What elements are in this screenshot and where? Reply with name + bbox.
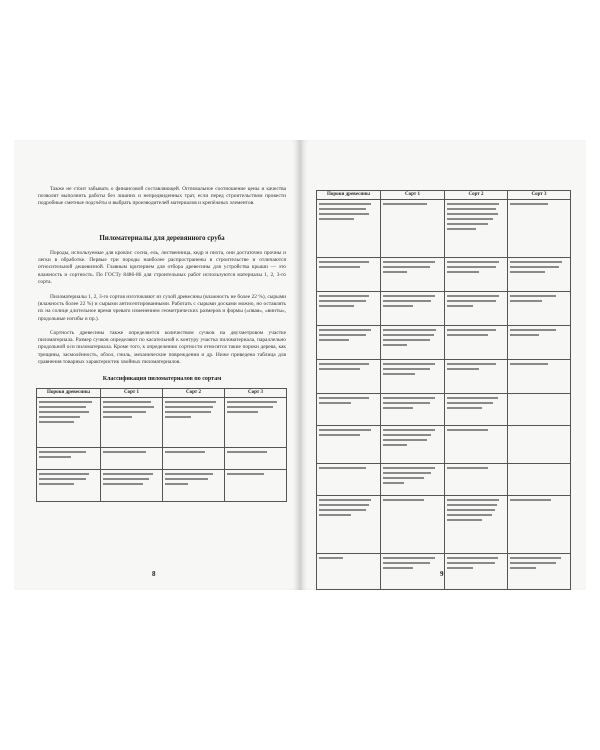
header-cell: Сорт 1 — [381, 191, 445, 200]
table-cell — [508, 291, 571, 325]
unreadable-text — [510, 329, 568, 336]
table-cell — [445, 359, 508, 393]
unreadable-text — [447, 429, 505, 431]
table-cell — [317, 553, 381, 589]
table-row — [37, 397, 287, 447]
left-sort-table — [36, 388, 287, 502]
table-cell — [163, 447, 225, 469]
unreadable-text — [319, 295, 378, 307]
unreadable-text — [103, 401, 160, 418]
table-cell — [381, 291, 445, 325]
unreadable-text — [319, 467, 378, 469]
table-cell — [381, 425, 445, 463]
table-cell — [508, 325, 571, 359]
unreadable-text — [447, 363, 505, 370]
section-title: Пиломатериалы для деревянного сруба — [99, 234, 225, 242]
unreadable-text — [510, 261, 568, 273]
header-cell: Сорт 2 — [445, 191, 508, 200]
unreadable-text — [39, 451, 98, 458]
unreadable-text — [165, 401, 222, 418]
unreadable-text — [319, 397, 378, 404]
right-page — [300, 140, 586, 590]
unreadable-text — [227, 473, 284, 475]
unreadable-text — [510, 203, 568, 205]
table-cell — [508, 393, 571, 425]
unreadable-text — [227, 401, 284, 413]
paragraph-3: Сортность древесины также определяется количеством сучков на двухметровом участке пиломатериала. Размер сучков определяют по касательной к контуру участка пиломатериала, параллельно продольной оси пиломатериала. Кроме того, к определению сортности относятся такие пороки дерева, как трещины, засмолённость, обзол, гниль, механические повреждения и др. Ниже приведена таблица для сравнения товарных характеристик хвойных пиломатериалов. — [38, 330, 286, 365]
table-cell — [317, 393, 381, 425]
table-cell — [508, 425, 571, 463]
unreadable-text — [319, 363, 378, 370]
unreadable-text — [447, 499, 505, 521]
table-row — [37, 447, 287, 469]
unreadable-text — [165, 473, 222, 485]
table-cell — [37, 447, 101, 469]
unreadable-text — [383, 363, 442, 375]
unreadable-text — [447, 203, 505, 230]
unreadable-text — [39, 401, 98, 423]
unreadable-text — [383, 295, 442, 307]
unreadable-text — [383, 329, 442, 346]
intro-paragraph: Также не стоит забывать о финансовой составляющей. Оптимальное соотношение цены и качества позволит выполнить работы без лишних и непредвиденных трат, если перед строительством провести подробные сметные подсчёты и выбрать производителей материалов и крепёжных элементов. — [38, 186, 286, 207]
header-cell: Сорт 3 — [508, 191, 571, 200]
table-row — [317, 463, 571, 495]
table-cell — [225, 447, 287, 469]
table-cell — [101, 469, 163, 501]
table-cell — [445, 199, 508, 257]
unreadable-text — [165, 451, 222, 453]
unreadable-text — [319, 329, 378, 341]
table-row — [317, 495, 571, 553]
unreadable-text — [319, 429, 378, 436]
table-cell — [508, 495, 571, 553]
table-row — [37, 469, 287, 501]
header-cell: Пороки древесины — [317, 191, 381, 200]
unreadable-text — [383, 429, 442, 446]
table-cell — [163, 397, 225, 447]
book-spread — [14, 140, 586, 590]
table-cell — [445, 553, 508, 589]
unreadable-text — [39, 473, 98, 485]
table-cell — [37, 469, 101, 501]
table-cell — [317, 463, 381, 495]
table-cell — [317, 199, 381, 257]
table-cell — [317, 325, 381, 359]
unreadable-text — [447, 295, 505, 307]
table-cell — [317, 425, 381, 463]
table-cell — [445, 495, 508, 553]
table-cell — [101, 447, 163, 469]
unreadable-text — [319, 499, 378, 516]
table-cell — [445, 425, 508, 463]
table-cell — [317, 359, 381, 393]
unreadable-text — [383, 467, 442, 484]
table-row — [317, 199, 571, 257]
unreadable-text — [447, 557, 505, 569]
table-cell — [445, 257, 508, 291]
unreadable-text — [319, 557, 378, 559]
table-row — [317, 393, 571, 425]
table-cell — [381, 463, 445, 495]
unreadable-text — [510, 363, 568, 365]
table-cell — [445, 325, 508, 359]
table-row — [317, 257, 571, 291]
table-cell — [381, 393, 445, 425]
header-cell: Пороки древесины — [37, 389, 101, 398]
unreadable-text — [227, 451, 284, 453]
unreadable-text — [103, 451, 160, 453]
unreadable-text — [383, 203, 442, 205]
unreadable-text — [383, 261, 442, 273]
table-cell — [508, 359, 571, 393]
unreadable-text — [383, 397, 442, 409]
table-title: Классификация пиломатериалов по сортам — [102, 376, 222, 382]
page-number-right: 9 — [440, 570, 444, 578]
unreadable-text — [383, 557, 442, 569]
table-row — [317, 425, 571, 463]
unreadable-text — [319, 203, 378, 220]
header-cell: Сорт 1 — [101, 389, 163, 398]
left-page — [14, 140, 300, 590]
unreadable-text — [510, 499, 568, 501]
unreadable-text — [447, 467, 505, 469]
table-cell — [508, 199, 571, 257]
table-cell — [445, 393, 508, 425]
table-cell — [445, 291, 508, 325]
table-cell — [508, 553, 571, 589]
table-cell — [37, 397, 101, 447]
table-row — [317, 291, 571, 325]
header-cell: Сорт 2 — [163, 389, 225, 398]
table-cell — [317, 291, 381, 325]
paragraph-1: Породы, используемые для кровли: сосна, ель, лиственница, кедр и пихта, они достаточно прочны и легки в обработке. Первые три породы наиболее распространены в строительстве и отличаются относительной дешевизной. Главным критерием для отбора древесины для устройства крыши — это влажность и сортность. По ГОСТу 8486-86 для строительных работ используются материалы 1, 2, 3-го сорта. — [38, 250, 286, 285]
table-cell — [163, 469, 225, 501]
unreadable-text — [510, 557, 568, 569]
table-cell — [317, 495, 381, 553]
table-header-row — [37, 389, 287, 398]
table-cell — [101, 397, 163, 447]
table-cell — [381, 325, 445, 359]
header-cell: Сорт 3 — [225, 389, 287, 398]
table-cell — [381, 495, 445, 553]
table-cell — [445, 463, 508, 495]
table-cell — [508, 463, 571, 495]
table-cell — [381, 199, 445, 257]
table-header-row — [317, 191, 571, 200]
unreadable-text — [103, 473, 160, 485]
table-row — [317, 325, 571, 359]
unreadable-text — [447, 261, 505, 273]
table-row — [317, 359, 571, 393]
table-cell — [381, 257, 445, 291]
table-cell — [381, 359, 445, 393]
right-sort-table — [316, 190, 571, 590]
table-cell — [317, 257, 381, 291]
unreadable-text — [510, 295, 568, 302]
page-number-left: 8 — [152, 570, 156, 578]
unreadable-text — [447, 329, 505, 336]
table-cell — [225, 469, 287, 501]
unreadable-text — [383, 499, 442, 501]
unreadable-text — [447, 397, 505, 409]
table-cell — [225, 397, 287, 447]
table-cell — [381, 553, 445, 589]
table-cell — [508, 257, 571, 291]
paragraph-2: Пиломатериалы 1, 2, 3-го сортов изготовляют из сухой древесины (влажность не более 22 %), сырыми (влажность более 22 %) и сырыми антисептированными. Работать с сырыми досками можно, но оставлять их на солнце длительное время чревато изменением геометрических размеров и формы («пвая», «винты», продольные изгибы и пр.). — [38, 294, 286, 322]
unreadable-text — [319, 261, 378, 268]
